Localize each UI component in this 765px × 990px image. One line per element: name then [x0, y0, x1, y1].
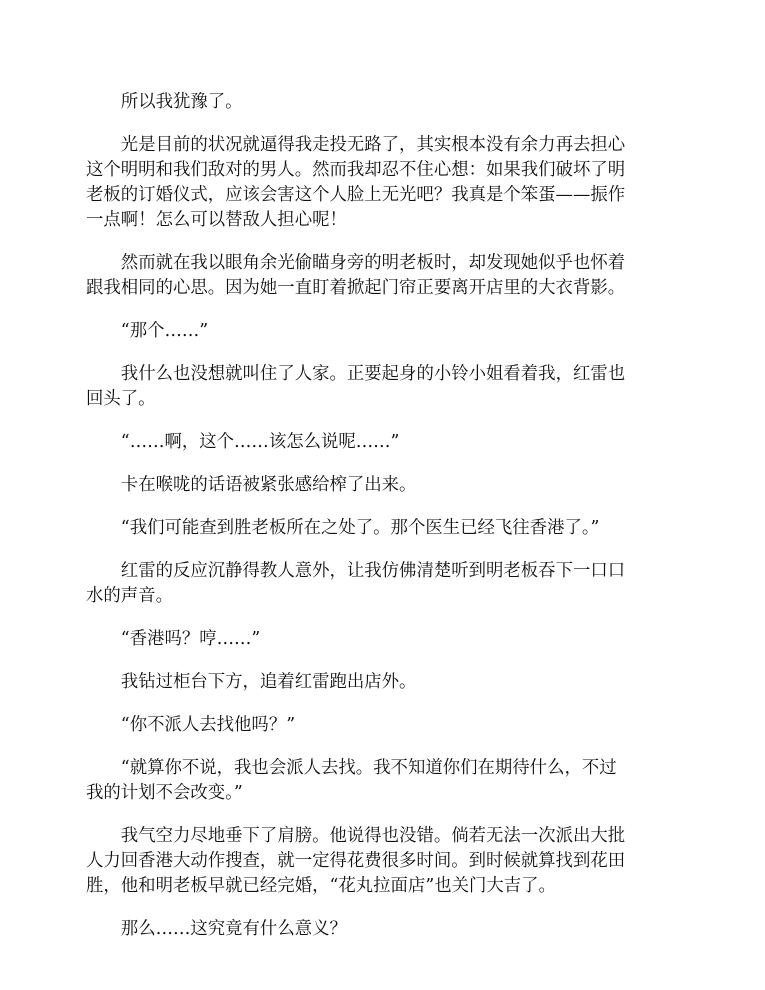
paragraph: 我什么也没想就叫住了人家。正要起身的小铃小姐看着我，红雷也 回头了。 — [86, 364, 626, 409]
paragraph: 然而就在我以眼角余光偷瞄身旁的明老板时，却发现她似乎也怀着 跟我相同的心思。因为她一直盯着掀起门帘正要离开店里的大衣背影。 — [86, 253, 626, 298]
paragraph: 红雷的反应沉静得教人意外，让我仿佛清楚听到明老板吞下一口口 水的声音。 — [86, 561, 626, 606]
paragraph: 所以我犹豫了。 — [120, 92, 243, 112]
paragraph: “那个……” — [120, 321, 209, 341]
paragraph: 我钻过柜台下方，追着红雷跑出店外。 — [120, 672, 417, 692]
paragraph: “就算你不说，我也会派人去找。我不知道你们在期待什么，不过 我的计划不会改变。” — [86, 758, 617, 803]
paragraph: 我气空力尽地垂下了肩膀。他说得也没错。倘若无法一次派出大批 人力回香港大动作搜查，就一定得花费很多时间。到时候就算找到花田 胜，他和明老板早就已经完婚，“花丸拉面店”也关门大吉了。 — [86, 826, 626, 896]
paragraph: 卡在喉咙的话语被紧张感给榨了出来。 — [120, 475, 417, 495]
paragraph: “你不派人去找他吗？” — [120, 715, 296, 735]
paragraph: “香港吗？哼……” — [120, 629, 261, 649]
book-page — [86, 90, 676, 960]
paragraph: 那么……这究竟有什么意义？ — [120, 919, 347, 939]
paragraph: “我们可能查到胜老板所在之处了。那个医生已经飞往香港了。” — [120, 518, 600, 538]
paragraph: 光是目前的状况就逼得我走投无路了，其实根本没有余力再去担心 这个明明和我们敌对的男人。然而我却忍不住心想：如果我们破坏了明 老板的订婚仪式，应该会害这个人脸上无光吧？我真是个笨蛋——振作 一点啊！怎么可以替敌人担心呢！ — [86, 135, 626, 230]
paragraph: “……啊，这个……该怎么说呢……” — [120, 432, 400, 452]
